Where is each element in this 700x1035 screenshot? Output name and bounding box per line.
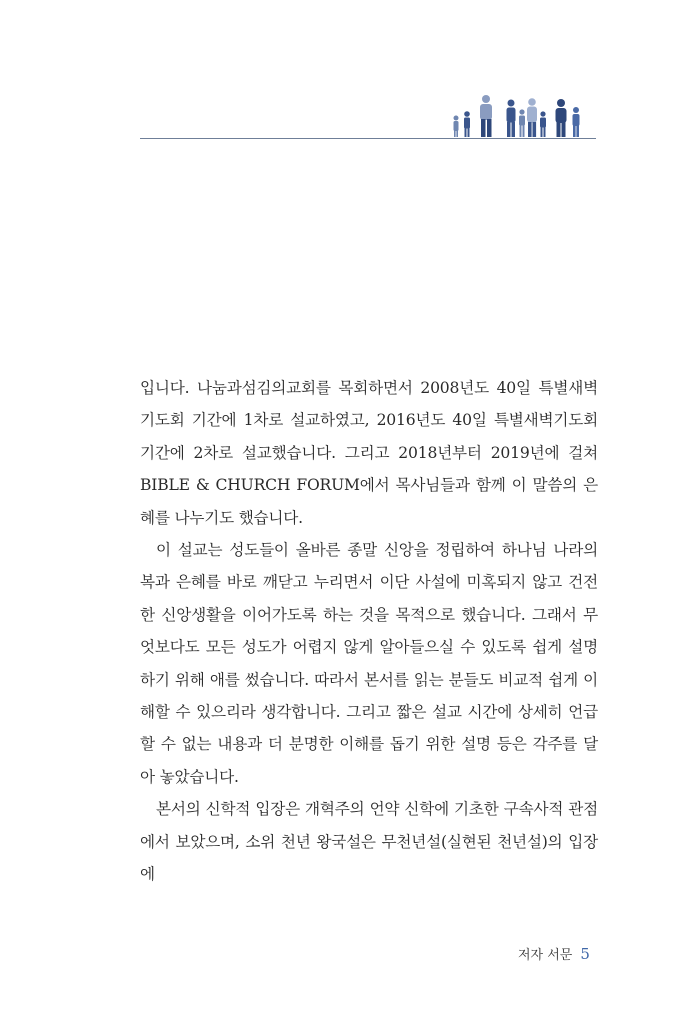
header-rule xyxy=(140,138,596,139)
paragraph: 본서의 신학적 입장은 개혁주의 언약 신학에 기초한 구속사적 관점에서 보았으며, 소위 천년 왕국설은 무천년설(실현된 천년설)의 입장에 xyxy=(140,800,598,884)
person-figure xyxy=(519,109,525,137)
person-figure xyxy=(527,98,537,137)
paragraph: 이 설교는 성도들이 올바른 종말 신앙을 정립하여 하나님 나라의 복과 은혜를 바로 깨닫고 누리면서 이단 사설에 미혹되지 않고 건전한 신앙생활을 이어가도록 하는 것을 목적으로 했습니다. 그래서 무엇보다도 모든 성도가 어렵지 않게 알아들으실 수 있도록 쉽게 설명하기 위해 애를 썼습니다. 따라서 본서를 읽는 분들도 비교적 쉽게 이해할 수 있으리라 생각합니다. 그리고 짧은 설교 시간에 상세히 언급할 수 없는 내용과 더 분명한 이해를 돕기 위한 설명 등은 각주를 달아 놓았습니다. xyxy=(140,541,598,786)
page-number: 5 xyxy=(580,945,590,963)
person-figure xyxy=(540,111,546,137)
person-figure xyxy=(454,116,459,138)
page-footer xyxy=(518,944,590,963)
person-figure xyxy=(573,107,580,137)
person-figure xyxy=(556,99,567,137)
paragraph: 입니다. 나눔과섬김의교회를 목회하면서 2008년도 40일 특별새벽기도회 기간에 1차로 설교하였고, 2016년도 40일 특별새벽기도회 기간에 2차로 설교했습니다. 그리고 2018년부터 2019년에 걸쳐 BIBLE & CHURCH FORUM에서 목사님들과 함께 이 말씀의 은혜를 나누기도 했습니다. xyxy=(140,379,598,527)
body-text xyxy=(140,372,598,891)
people-illustration xyxy=(448,92,596,138)
person-figure xyxy=(464,111,470,137)
person-figure xyxy=(480,95,492,137)
person-figure xyxy=(507,100,516,138)
section-title: 저자 서문 xyxy=(518,948,573,963)
